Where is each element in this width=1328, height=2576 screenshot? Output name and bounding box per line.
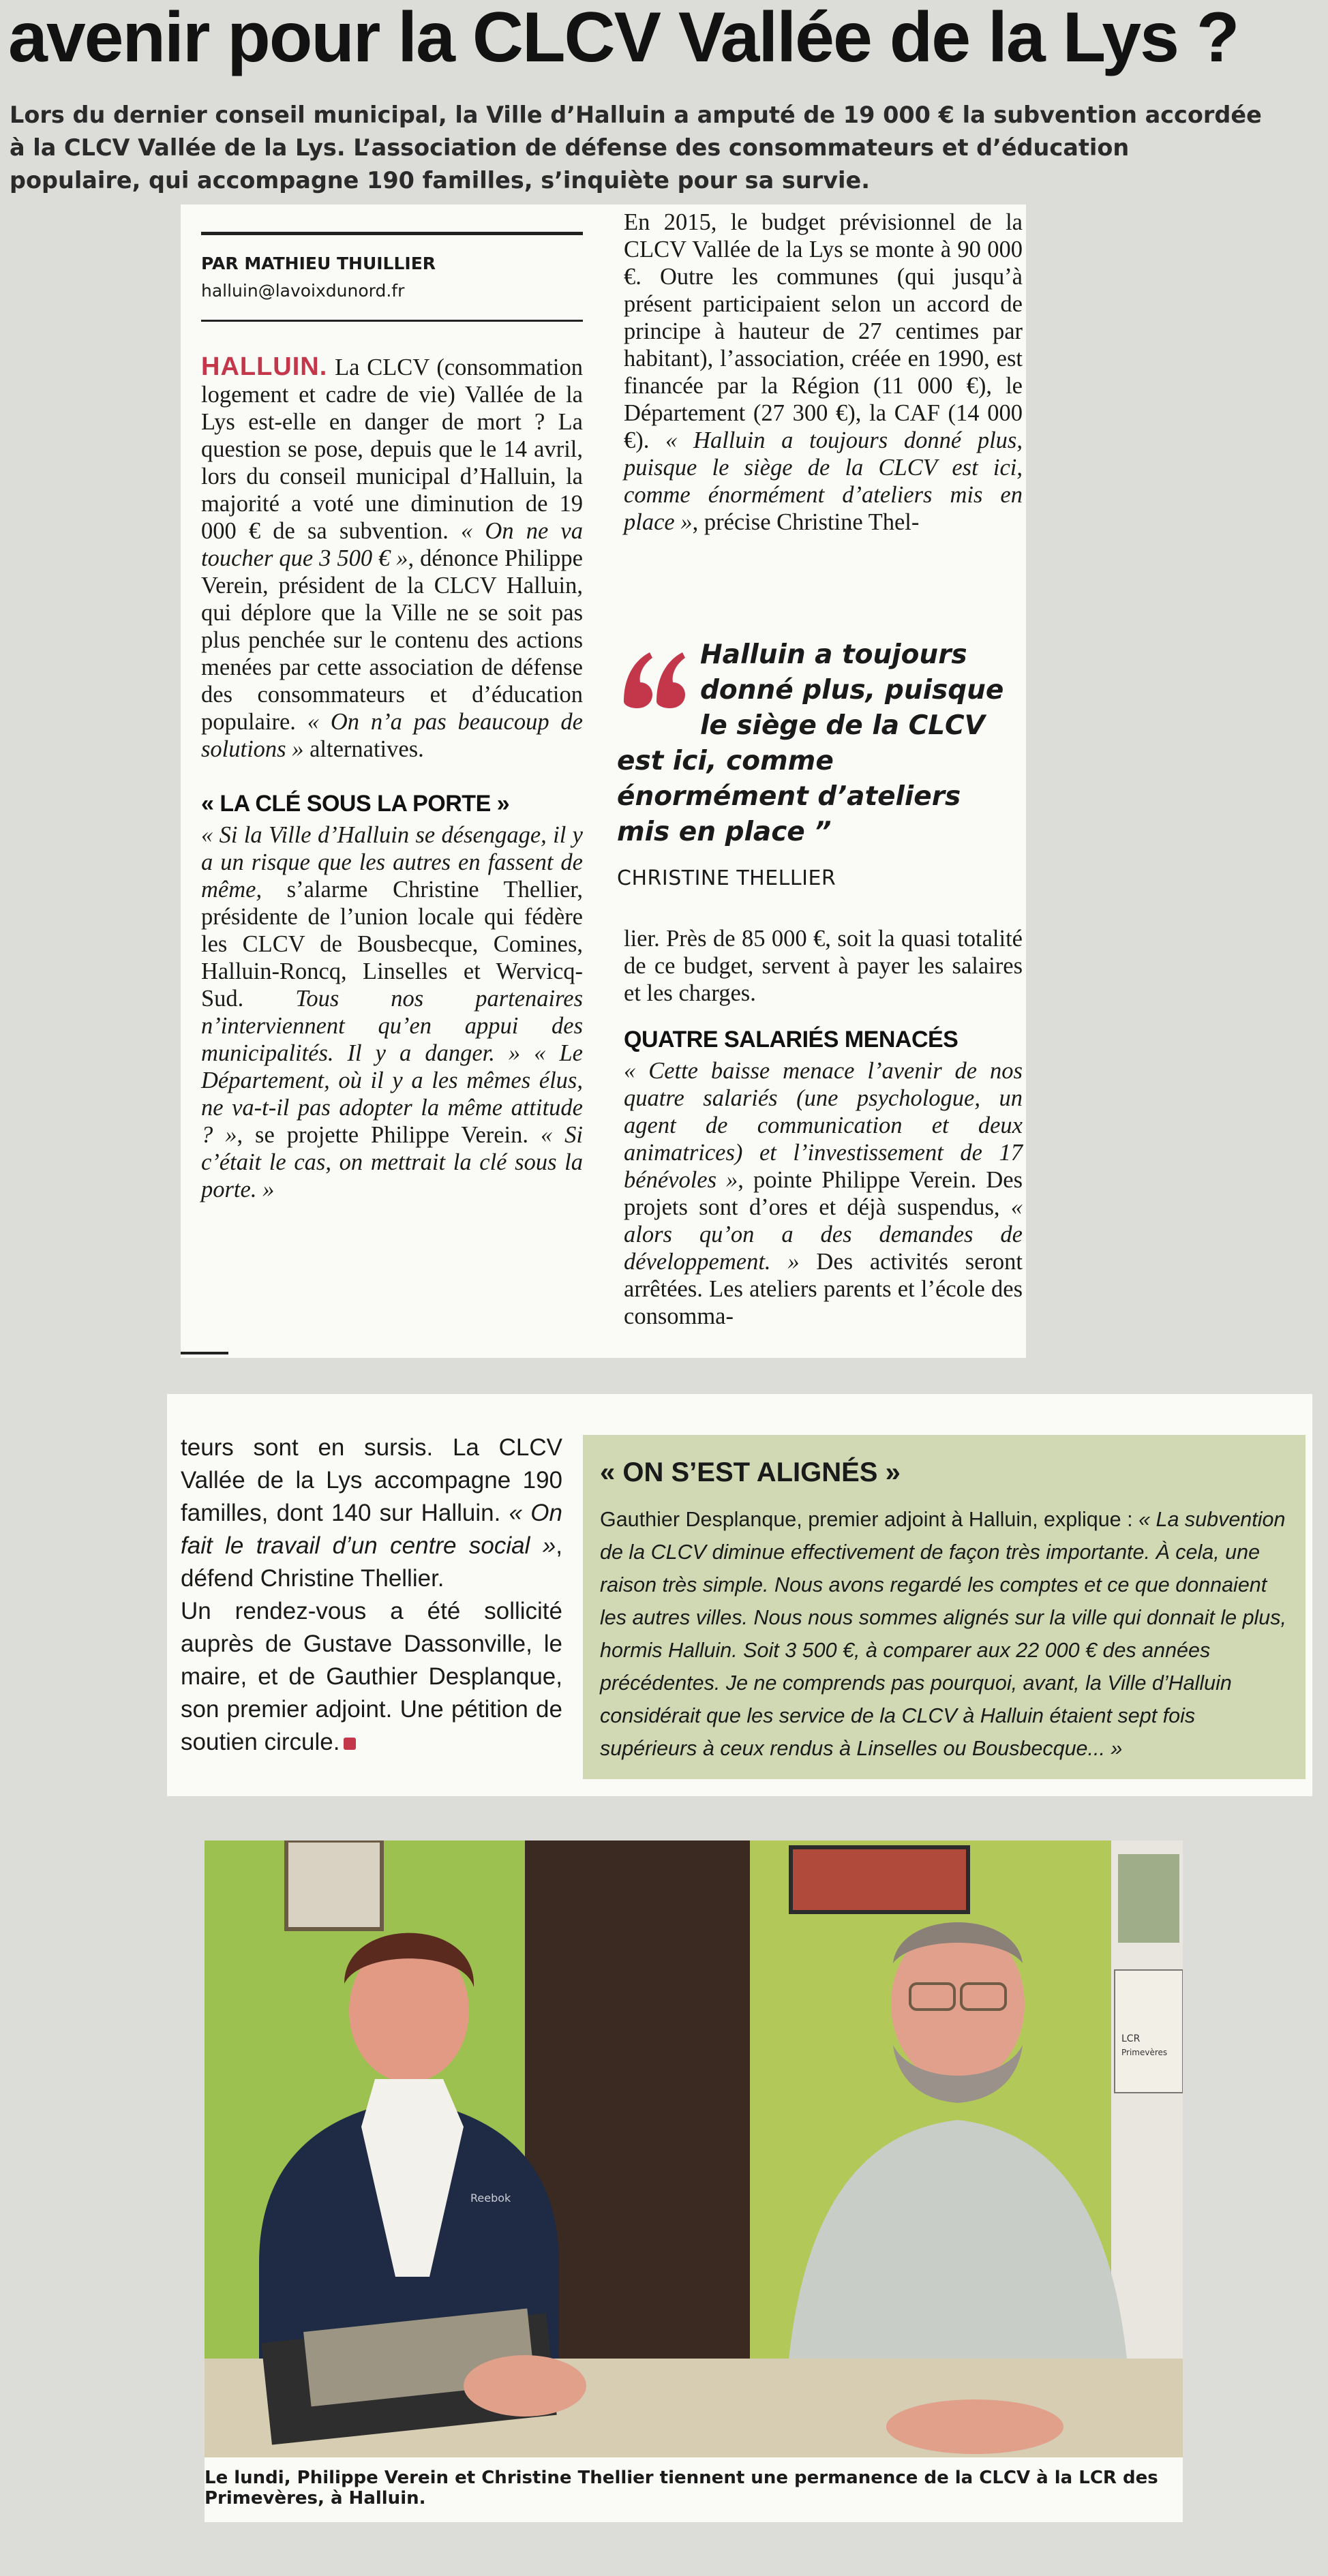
article-column-3: [181, 1431, 562, 1759]
paragraph-text: , dénonce Philippe Verein, président de la CLCV Halluin, qui déplore que la Ville ne se soit pas plus penchée sur le contenu des actions menées par cette association de défense des consommateurs et d’éducation populaire.: [201, 545, 583, 735]
article-column-2: [624, 209, 1023, 536]
pull-quote: [617, 637, 1019, 890]
paragraph-text: , se projette Philippe Verein.: [237, 1122, 541, 1148]
paragraph-text: Des activités seront arrêtées. Les ateliers parents et l’école des consomma-: [624, 1249, 1023, 1329]
article-column-2b: [624, 925, 1023, 1330]
inline-quote: Tous nos partenaires n’interviennent qu’en appui des municipalités. Il y a danger. » « Le Département, où il y a les mêmes élus, ne va-t-il pas adopter la même attitude ? »: [201, 986, 584, 1148]
inline-quote: « Si la Ville d’Halluin se désengage, il y a un risque que les autres en fassent de même,: [201, 822, 583, 903]
quote-mark-icon: [617, 640, 692, 715]
subheading: « LA CLÉ SOUS LA PORTE »: [201, 791, 510, 817]
pull-quote-text: Halluin a toujours donné plus, puisque le siège de la CLCV est ici, comme énormément d’ateliers mis en place ”: [617, 639, 1004, 847]
inline-quote: « On ne va toucher que 3 500 € »: [201, 518, 583, 571]
sidebar-text: [600, 1503, 1288, 1765]
end-mark-icon: [344, 1738, 356, 1750]
article-column-1: [201, 353, 583, 1203]
byline-author: PAR MATHIEU THUILLIER: [201, 254, 436, 273]
dateline-city: HALLUIN.: [201, 352, 328, 381]
paragraph-text: , défend Christine Thellier.: [181, 1532, 562, 1592]
sidebar-intro: Gauthier Desplanque, premier adjoint à Halluin, explique :: [600, 1508, 1139, 1531]
inline-quote: « Halluin a toujours donné plus, puisque le siège de la CLCV est ici, comme énormément d’ateliers mis en place »: [624, 427, 1023, 535]
paragraph-text: La CLCV (consommation logement et cadre de vie) Vallée de la Lys est-elle en danger de mort ? La question se pose, depuis que le 14 avril, lors du conseil municipal d’Halluin, la majorité a voté une diminution de 19 000 € de sa subvention.: [201, 354, 583, 544]
column-rule: [181, 1352, 228, 1354]
inline-quote: « alors qu’on a des demandes de développement. »: [624, 1194, 1023, 1275]
inline-quote: « On fait le travail d’un centre social »: [181, 1500, 563, 1559]
pull-quote-author: CHRISTINE THELLIER: [617, 866, 836, 890]
sidebar-quote: « La subvention de la CLCV diminue effectivement de façon très importante. À cela, une raison très simple. Nous avons regardé les comptes et ce que donnaient les autres villes. Nous nous sommes alignés sur la ville qui donnait le plus, hormis Halluin. Soit 3 500 €, à comparer aux 22 000 € des années précédentes. Je ne comprends pas pourquoi, avant, la Ville d’Halluin considérait que les service de la CLCV à Halluin étaient sept fois supérieurs à ceux rendus à Linselles ou Bousbecque... »: [600, 1508, 1286, 1760]
inline-quote: « Cette baisse menace l’avenir de nos quatre salariés (une psychologue, un agent de communication et deux animatrices) et l’investissement de 17 bénévoles »: [624, 1058, 1023, 1193]
paragraph-text: teurs sont en sursis. La CLCV Vallée de la Lys accompagne 190 familles, dont 140 sur Halluin.: [181, 1434, 562, 1526]
chapo: Lors du dernier conseil municipal, la Ville d’Halluin a amputé de 19 000 € la subvention accordée à la CLCV Vallée de la Lys. L’association de défense des consommateurs et d’éducation populaire, qui accompagne 190 familles, s’inquiète pour sa survie.: [10, 102, 1262, 194]
photo-caption: Le lundi, Philippe Verein et Christine Thellier tiennent une permanence de la CLCV à la LCR des Primevères, à Halluin.: [205, 2468, 1158, 2509]
subheading: QUATRE SALARIÉS MENACÉS: [624, 1027, 959, 1052]
inline-quote: « On n’a pas beaucoup de solutions »: [201, 709, 583, 762]
paragraph-text: Un rendez-vous a été sollicité auprès de Gustave Dassonville, le maire, et de Gauthier Desplanque, son premier adjoint. Une pétition de soutien circule.: [181, 1598, 562, 1755]
sidebar-title: « ON S’EST ALIGNÉS »: [600, 1457, 901, 1487]
photo: [205, 1840, 1183, 2457]
sign-line: Primevères: [1121, 2048, 1168, 2057]
paragraph-text: lier. Près de 85 000 €, soit la quasi totalité de ce budget, servent à payer les salaires et les charges.: [624, 926, 1023, 1006]
shirt-logo: Reebok: [470, 2192, 511, 2204]
paragraph-text: En 2015, le budget prévisionnel de la CLCV Vallée de la Lys se monte à 90 000 €. Outre les communes (qui jusqu’à présent participaient selon un accord de principe à hauteur de 27 centimes par habitant), l’association, créée en 1990, est financée par la Région (11 000 €), le Département (27 300 €), la CAF (14 000 €).: [624, 209, 1023, 453]
sign-line: LCR: [1121, 2033, 1141, 2044]
inline-quote: « Si c’était le cas, on mettrait la clé sous la porte. »: [201, 1122, 584, 1202]
paragraph-text: , pointe Philippe Verein. Des projets sont d’ores et déjà suspendus,: [624, 1167, 1023, 1220]
headline: avenir pour la CLCV Vallée de la Lys ?: [8, 0, 1239, 77]
paragraph-text: s’alarme Christine Thellier, présidente de l’union locale qui fédère les CLCV de Bousbecque, Comines, Halluin-Roncq, Linselles et Wervicq-Sud.: [201, 877, 583, 1012]
paragraph-text: , précise Christine Thel-: [692, 509, 920, 535]
paragraph-text: alternatives.: [303, 736, 424, 762]
byline-email[interactable]: halluin@lavoixdunord.fr: [201, 281, 405, 301]
byline: [201, 232, 583, 322]
